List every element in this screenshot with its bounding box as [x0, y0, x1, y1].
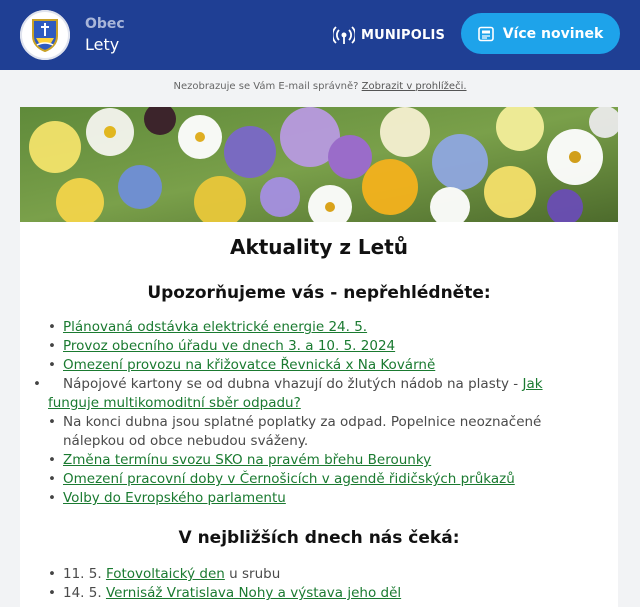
- list-item: [48, 584, 578, 603]
- village-logo[interactable]: [20, 10, 70, 60]
- news-link[interactable]: Volby do Evropského parlamentu: [63, 490, 286, 506]
- section-upcoming-title: V nejbližších dnech nás čeká:: [178, 528, 460, 548]
- newspaper-icon: [478, 26, 494, 42]
- newsletter-card: [20, 107, 618, 607]
- item-text: Nápojové kartony se od dubna vhazují do žlutých nádob na plasty -: [63, 376, 523, 392]
- munipolis-logo[interactable]: [333, 24, 445, 46]
- event-date: 14. 5.: [63, 585, 102, 601]
- obec-label: Obec: [85, 16, 125, 32]
- upcoming-events-list: [48, 565, 578, 603]
- list-item: [48, 318, 578, 337]
- village-name[interactable]: Lety: [85, 35, 120, 54]
- header-bar: [0, 0, 640, 70]
- event-date: 11. 5.: [63, 566, 102, 582]
- flower-banner-image: [20, 107, 618, 222]
- news-link[interactable]: Plánovaná odstávka elektrické energie 24. 5.: [63, 319, 368, 335]
- newsletter-title: Aktuality z Letů: [229, 235, 409, 259]
- list-item: [48, 565, 578, 584]
- list-item: [48, 337, 578, 356]
- section-warnings-title: Upozorňujeme vás - nepřehlédněte:: [147, 283, 491, 303]
- view-in-browser-link[interactable]: Zobrazit v prohlížeči.: [361, 81, 467, 92]
- more-news-label: Více novinek: [502, 25, 604, 42]
- broadcast-icon: [333, 24, 355, 46]
- news-link[interactable]: Omezení pracovní doby v Černošicích v agendě řidičských průkazů: [63, 471, 515, 487]
- list-item: [48, 375, 578, 413]
- list-item: [48, 356, 578, 375]
- warnings-list: [48, 318, 578, 508]
- item-text: Na konci dubna jsou splatné poplatky za odpad. Popelnice neoznačené nálepkou od obce nebudou sváženy.: [63, 414, 542, 449]
- news-link[interactable]: Omezení provozu na křižovatce Řevnická x Na Kovárně: [63, 357, 436, 373]
- list-item: [48, 413, 578, 451]
- news-link[interactable]: Provoz obecního úřadu ve dnech 3. a 10. 5. 2024: [63, 338, 396, 354]
- coat-of-arms-icon: [31, 18, 59, 52]
- event-place: u srubu: [224, 566, 281, 582]
- event-link[interactable]: Vernisáž Vratislava Nohy a výstava jeho děl: [105, 585, 402, 601]
- email-display-notice: [0, 81, 640, 92]
- brand-name: MUNIPOLIS: [361, 27, 446, 43]
- list-item: [48, 451, 578, 470]
- more-news-button[interactable]: [461, 13, 620, 54]
- notice-text: Nezobrazuje se Vám E-mail správně?: [173, 81, 359, 92]
- news-link[interactable]: Změna termínu svozu SKO na pravém břehu Berounky: [63, 452, 432, 468]
- list-item: [48, 470, 578, 489]
- list-item: [48, 489, 578, 508]
- event-link[interactable]: Fotovoltaický den: [105, 566, 225, 582]
- news-link[interactable]: Jak funguje multikomoditní sběr odpadu?: [48, 376, 543, 411]
